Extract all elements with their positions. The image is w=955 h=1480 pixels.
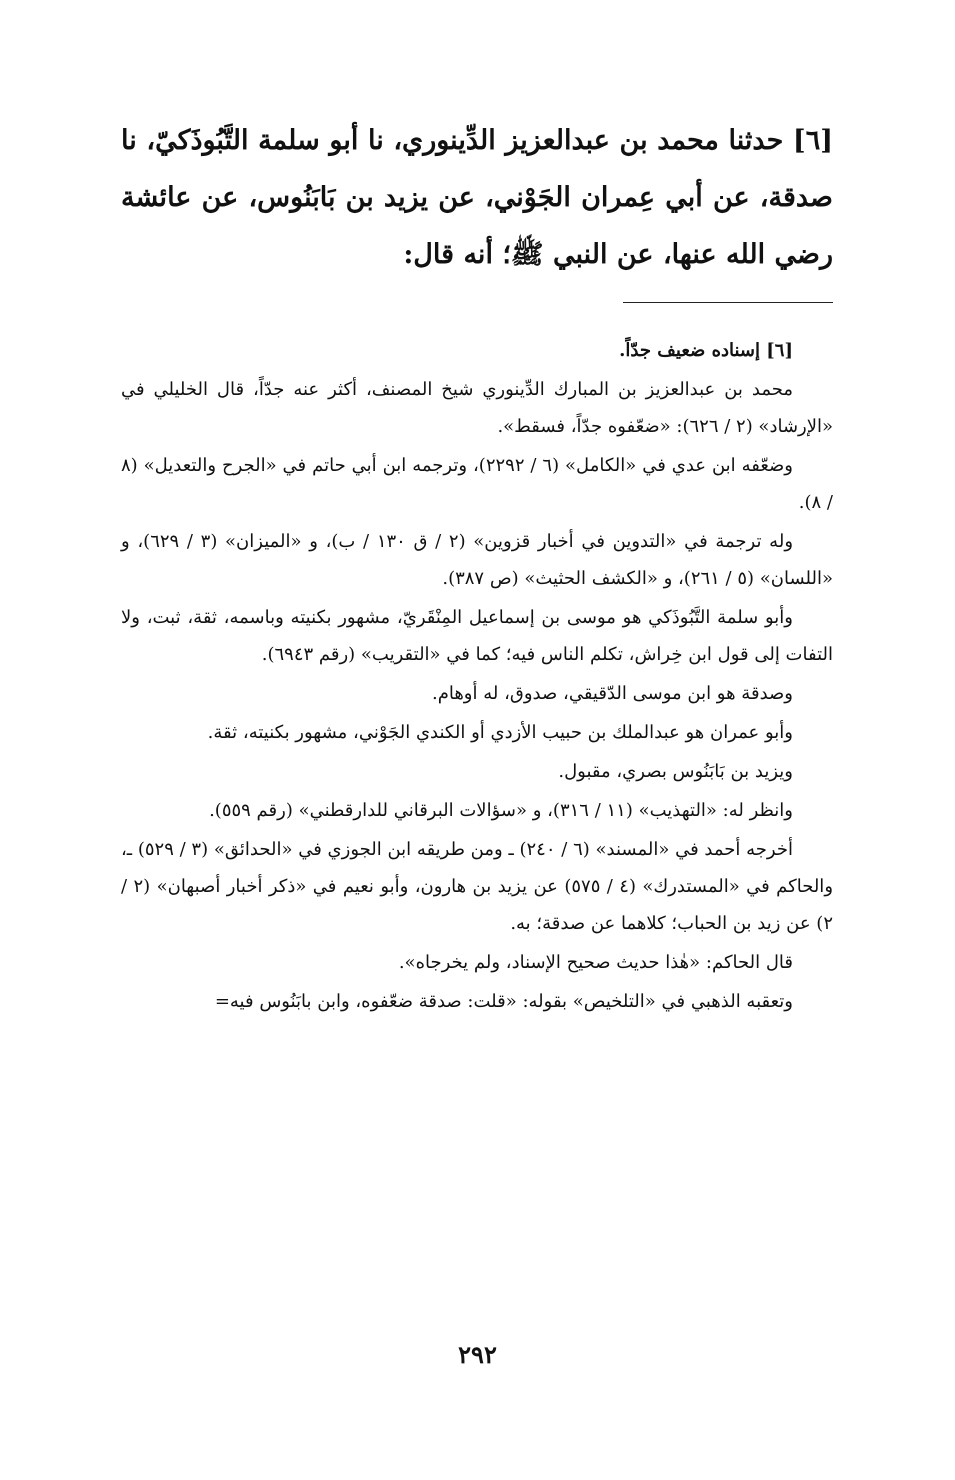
footnote-heading: [٦] إسناده ضعيف جدّاً. xyxy=(619,340,793,361)
footnote-paragraph: أخرجه أحمد في «المسند» (٦ / ٢٤٠) ـ ومن طريقه ابن الجوزي في «الحدائق» (٣ / ٥٢٩) ـ، والحاكم في «المستدرك» (٤ / ٥٧٥) عن يزيد بن هارون، وأبو نعيم في «ذكر أخبار أصبهان» (٢ / ٢) عن زيد بن الحباب؛ كلاهما عن صدقة؛ به. xyxy=(121,839,834,934)
footnotes-block xyxy=(121,332,833,1022)
footnote-paragraph: ويزيد بن بَابَنُوس بصري، مقبول. xyxy=(558,761,793,782)
footnote-paragraph: وصدقة هو ابن موسى الدّقيقي، صدوق، له أوهام. xyxy=(431,683,793,704)
hadith-text: [٦] حدثنا محمد بن عبدالعزيز الدِّينوري، نا أبو سلمة التَّبُوذَكيّ، نا صدقة، عن أبي عِمران الجَوْني، عن يزيد بن بَابَنُوس، عن عائشة رضي الله عنها، عن النبي ﷺ؛ أنه قال: xyxy=(121,125,833,270)
footnote-paragraph: وأبو سلمة التَّبُوذَكي هو موسى بن إسماعيل المِنْقَريّ، مشهور بكنيته وباسمه، ثقة، ثبت، ولا التفات إلى قول ابن خِراش، تكلم الناس فيه؛ كما في «التقريب» (رقم ٦٩٤٣). xyxy=(121,607,833,665)
footnote-paragraph: وأبو عمران هو عبدالملك بن حبيب الأزدي أو الكندي الجَوْني، مشهور بكنيته، ثقة. xyxy=(207,722,793,743)
footnote-paragraph: محمد بن عبدالعزيز بن المبارك الدِّينوري شيخ المصنف، أكثر عنه جدّاً، قال الخليلي في «الإرشاد» (٢ / ٦٢٦): «ضعّفوه جدّاً، فسقط». xyxy=(121,379,833,437)
footnote-paragraph: وانظر له: «التهذيب» (١١ / ٣١٦)، و «سؤالات البرقاني للدارقطني» (رقم ٥٥٩). xyxy=(209,800,793,821)
footnote-divider xyxy=(623,302,833,303)
page-number: ٢٩٢ xyxy=(458,1340,497,1369)
footnote-paragraph: وضعّفه ابن عدي في «الكامل» (٦ / ٢٢٩٢)، وترجمه ابن أبي حاتم في «الجرح والتعديل» (٨ / ٨). xyxy=(121,455,833,513)
footnote-paragraph: قال الحاكم: «هٰذا حديث صحيح الإسناد، ولم يخرجاه». xyxy=(398,952,793,973)
main-text-block xyxy=(121,112,833,283)
footnote-paragraph: وله ترجمة في «التدوين في أخبار قزوين» (٢ / ق ١٣٠ / ب)، و «الميزان» (٣ / ٦٢٩)، و «اللسان» (٥ / ٢٦١)، و «الكشف الحثيث» (ص ٣٨٧). xyxy=(121,531,833,589)
footnote-paragraph: وتعقبه الذهبي في «التلخيص» بقوله: «قلت: صدقة ضعّفوه، وابن بابَنُوس فيه= xyxy=(214,991,793,1012)
